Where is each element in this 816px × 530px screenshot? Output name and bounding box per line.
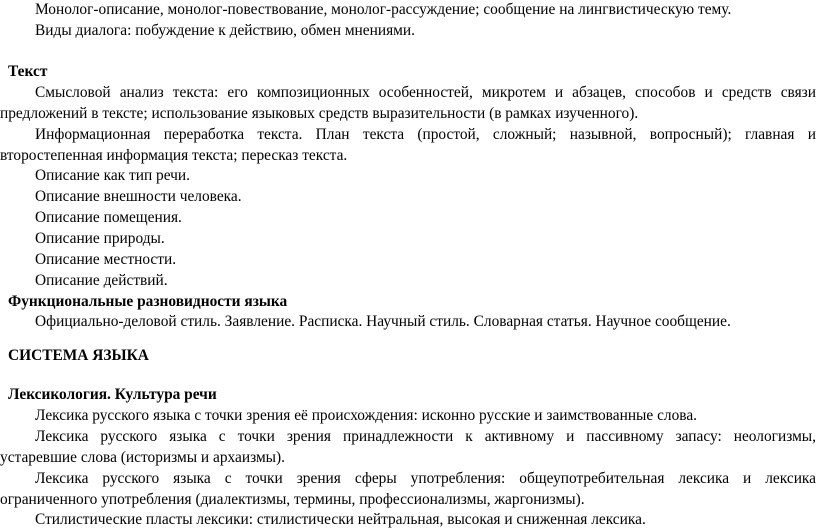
heading-language-system: СИСТЕМА ЯЗЫКА xyxy=(8,347,149,364)
paragraph-lexis-usage: Лексика русского языка с точки зрения сферы употребления: общеупотребительная лексика и лексика xyxy=(35,470,816,487)
heading-functional-varieties: Функциональные разновидности языка xyxy=(8,293,288,310)
paragraph-info-processing: Информационная переработка текста. План текста (простой, сложный; назывной, вопросный); главная и xyxy=(35,126,816,143)
paragraph-lexis-origin: Лексика русского языка с точки зрения её происхождения: исконно русские и заимствованные слова. xyxy=(35,407,698,424)
list-item-description-appearance: Описание внешности человека. xyxy=(35,188,242,205)
paragraph-semantic-analysis-cont: предложений в тексте; использование языковых средств выразительности (в рамках изученного). xyxy=(0,105,639,122)
list-item-description-room: Описание помещения. xyxy=(35,209,182,226)
paragraph-dialogue-types: Виды диалога: побуждение к действию, обмен мнениями. xyxy=(35,22,416,39)
paragraph-styles: Официально-деловой стиль. Заявление. Расписка. Научный стиль. Словарная статья. Научное сообщение. xyxy=(35,313,731,330)
paragraph-lexis-stylistic: Стилистические пласты лексики: стилистически нейтральная, высокая и сниженная лексика. xyxy=(35,511,646,528)
list-item-description-type: Описание как тип речи. xyxy=(35,167,191,184)
paragraph-semantic-analysis: Смысловой анализ текста: его композиционных особенностей, микротем и абзацев, способов и средств связи xyxy=(35,84,816,101)
paragraph-lexis-active-passive: Лексика русского языка с точки зрения принадлежности к активному и пассивному запасу: неологизмы, xyxy=(35,428,816,445)
list-item-description-actions: Описание действий. xyxy=(35,272,168,289)
paragraph-lexis-active-passive-cont: устаревшие слова (историзмы и архаизмы). xyxy=(0,449,285,466)
heading-lexicology: Лексикология. Культура речи xyxy=(8,386,217,403)
heading-text: Текст xyxy=(8,63,48,80)
list-item-description-nature: Описание природы. xyxy=(35,230,165,247)
list-item-description-terrain: Описание местности. xyxy=(35,251,177,268)
paragraph-lexis-usage-cont: ограниченного употребления (диалектизмы, термины, профессионализмы, жаргонизмы). xyxy=(0,491,585,508)
paragraph-info-processing-cont: второстепенная информация текста; пересказ текста. xyxy=(0,147,348,164)
paragraph-monologue-types: Монолог-описание, монолог-повествование, монолог-рассуждение; сообщение на лингвистическую тему. xyxy=(35,1,732,18)
